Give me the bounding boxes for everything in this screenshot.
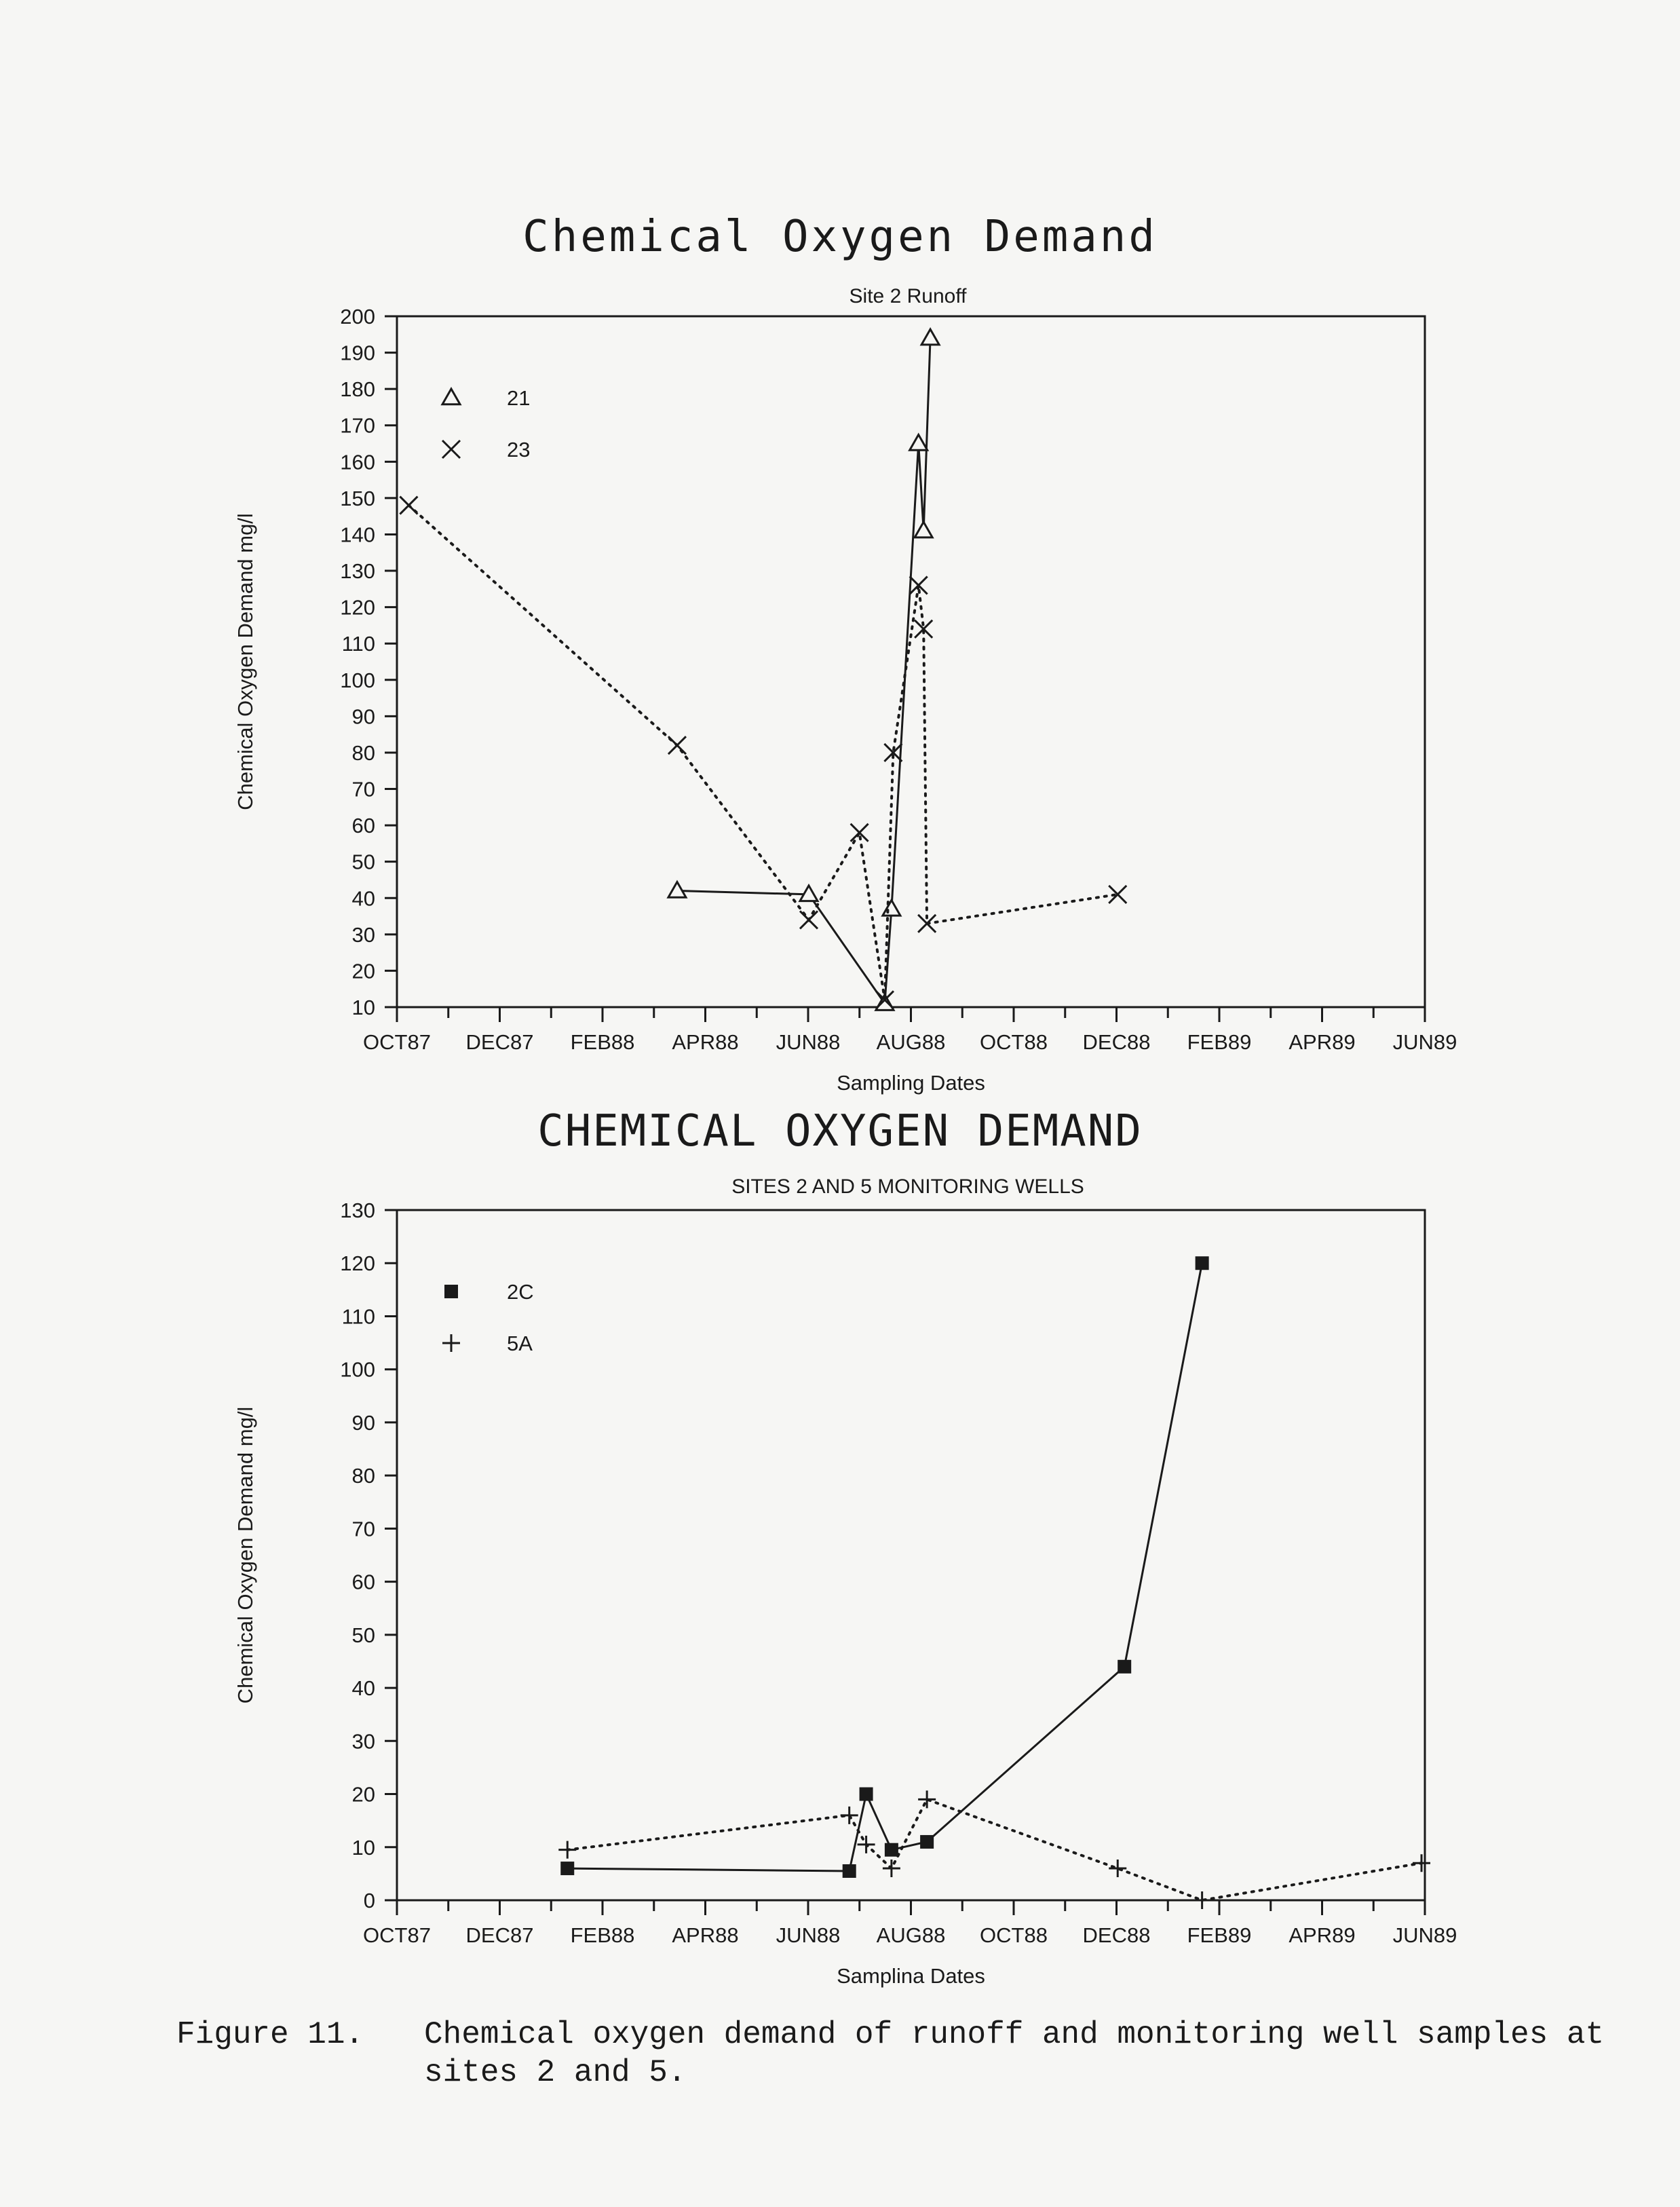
chart1-y-axis-label: Chemical Oxygen Demand mg/l [233,513,257,810]
chart2-series-2C-point [1118,1660,1131,1674]
chart2-series-2C-point [920,1835,934,1849]
chart2-ytick-label: 30 [351,1729,375,1754]
chart2-series-2C-point [843,1864,856,1878]
chart1-xtick-label: FEB88 [570,1030,635,1054]
chart2-subtitle: SITES 2 AND 5 MONITORING WELLS [731,1175,1084,1198]
chart2-ytick-label: 10 [351,1835,375,1860]
chart1-xtick-label: JUN88 [776,1030,841,1054]
chart2-ytick-label: 20 [351,1782,375,1807]
chart1-series-23-point [668,736,686,754]
chart1-ytick-label: 100 [340,668,375,692]
chart2-legend-2C-marker [444,1285,458,1298]
chart2-y-axis-label: Chemical Oxygen Demand mg/l [233,1406,257,1704]
chart2-series-2C-point [860,1788,873,1801]
chart2-x-axis-label: Samplina Dates [837,1964,985,1988]
chart1-ytick-label: 120 [340,595,375,620]
chart1-xtick-label: DEC88 [1082,1030,1151,1054]
chart1-ytick-label: 110 [341,632,375,656]
chart1-series-21-point [921,329,939,345]
chart2-xtick-label: FEB89 [1187,1923,1252,1947]
chart1-xtick-label: FEB89 [1187,1030,1252,1054]
chart1-subtitle: Site 2 Runoff [849,285,967,307]
chart1-ytick-label: 140 [340,523,375,547]
chart1-xtick-label: OCT88 [980,1030,1048,1054]
chart2-ytick-label: 70 [351,1517,375,1541]
chart1-xtick-label: APR89 [1288,1030,1356,1054]
chart1-legend-21-label: 21 [507,386,531,410]
chart2-ytick-label: 130 [340,1199,375,1222]
chart1-ytick-label: 90 [351,704,375,729]
chart1-ytick-label: 10 [351,996,375,1019]
chart2-series-5A-point [1109,1860,1126,1877]
chart2-series-2C [560,1256,1208,1878]
chart2-ytick-label: 100 [340,1357,375,1382]
chart1-ytick-label: 150 [340,486,375,510]
chart2-xtick-label: FEB88 [570,1923,635,1947]
chart1-series-23-line [408,506,1118,1000]
chart2-series-5A-point [841,1807,858,1824]
chart1-ytick-label: 160 [340,450,375,474]
chart1-ytick-label: 70 [351,777,375,801]
chart2-series-2C-point [560,1862,574,1875]
chart2-ytick-label: 120 [340,1251,375,1276]
chart2-series-5A-point [1194,1891,1211,1909]
chart1-series-21-point [668,882,686,898]
chart2-xtick-label: APR89 [1288,1923,1356,1947]
chart2-series-5A-point [558,1841,576,1859]
chart1-series-21 [668,329,939,1010]
chart2-legend-5A-label: 5A [507,1332,533,1355]
chart2-series-5A [558,1790,1430,1909]
chart2-series-5A-line [567,1799,1421,1900]
chart1-ytick-label: 180 [340,377,375,402]
chart2-xtick-label: DEC88 [1082,1923,1151,1947]
chart2-title: CHEMICAL OXYGEN DEMAND [537,1106,1143,1156]
chart1-site2-runoff [0,271,1680,1120]
chart2-xtick-label: AUG88 [876,1923,946,1947]
chart1-ytick-label: 20 [351,959,375,983]
chart2-legend-5A-marker [442,1334,460,1352]
chart2-plot-frame [397,1210,1425,1900]
chart1-ytick-label: 190 [340,341,375,365]
chart2-series-2C-point [885,1843,898,1857]
chart2-xtick-label: JUN89 [1392,1923,1457,1947]
chart2-series-2C-line [567,1263,1202,1871]
chart2-ytick-label: 40 [351,1676,375,1701]
chart2-xtick-label: OCT88 [980,1923,1048,1947]
chart1-series-23 [400,497,1126,1009]
chart1-legend-21-marker [442,389,460,404]
chart1-xtick-label: AUG88 [876,1030,946,1054]
chart2-ytick-label: 0 [363,1889,375,1912]
chart2-ytick-label: 110 [341,1304,375,1329]
chart1-ytick-label: 60 [351,814,375,838]
chart2-series-2C-point [1196,1256,1209,1270]
chart2-xtick-label: JUN88 [776,1923,841,1947]
chart1-ytick-label: 40 [351,886,375,911]
chart2-legend-2C-label: 2C [507,1280,534,1304]
chart2-monitoring-wells [0,1181,1680,2009]
chart1-ytick-label: 50 [351,850,375,874]
chart1-series-21-point [915,522,932,537]
chart1-series-21-point [910,435,928,451]
chart2-xtick-label: OCT87 [363,1923,431,1947]
chart2-ytick-label: 60 [351,1570,375,1594]
chart1-ytick-label: 130 [340,559,375,584]
chart2-series-5A-point [918,1790,936,1808]
caption-text: Chemical oxygen demand of runoff and monitoring well samples at sites 2 and 5. [424,2017,1605,2090]
chart1-legend-23-marker [442,440,460,458]
chart1-ytick-label: 200 [340,305,375,328]
chart2-ytick-label: 80 [351,1464,375,1488]
chart1-xtick-label: DEC87 [465,1030,534,1054]
chart2-ytick-label: 90 [351,1410,375,1435]
chart1-series-21-point [883,900,900,916]
chart1-series-23-point [400,497,417,514]
chart1-plot-frame [397,316,1425,1007]
chart1-series-23-point [800,911,818,928]
chart1-ytick-label: 30 [351,922,375,947]
chart1-xtick-label: JUN89 [1392,1030,1457,1054]
chart1-xtick-label: APR88 [672,1030,739,1054]
chart1-title: Chemical Oxygen Demand [522,212,1158,262]
chart2-ytick-label: 50 [351,1623,375,1647]
chart1-xtick-label: OCT87 [363,1030,431,1054]
chart1-ytick-label: 80 [351,740,375,765]
chart1-legend-23-label: 23 [507,438,531,461]
caption-label: Figure 11. [176,2017,364,2052]
chart2-series-5A-point [1413,1854,1430,1872]
chart1-x-axis-label: Sampling Dates [837,1071,985,1095]
chart2-xtick-label: APR88 [672,1923,739,1947]
chart2-xtick-label: DEC87 [465,1923,534,1947]
chart1-ytick-label: 170 [340,413,375,438]
